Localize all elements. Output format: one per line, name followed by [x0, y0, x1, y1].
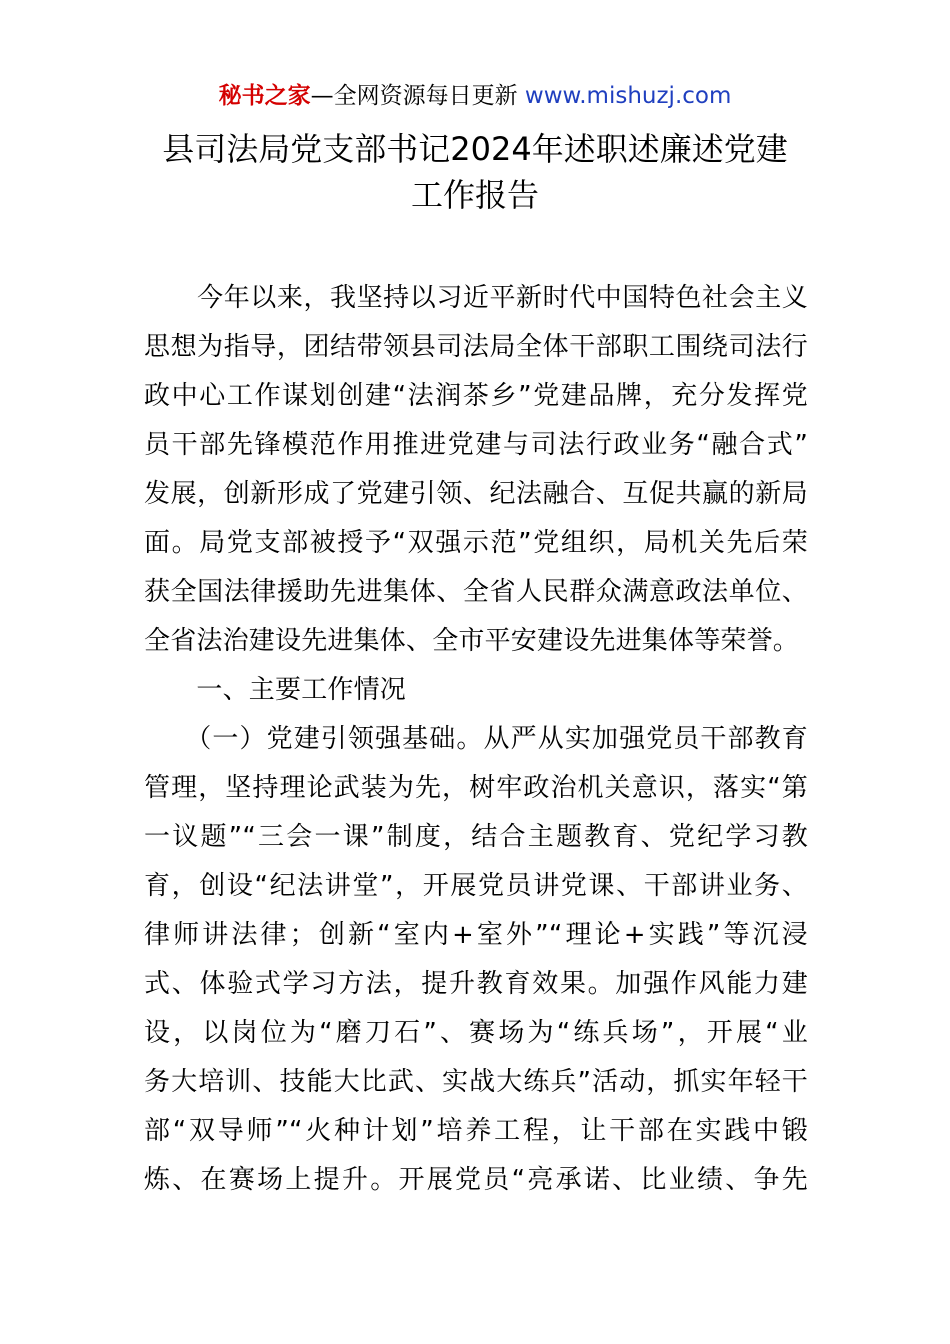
- body-line: （一）党建引领强基础。从严从实加强党员干部教育: [144, 724, 808, 754]
- site-tagline: —全网资源每日更新: [310, 83, 518, 109]
- body-line: 政中心工作谋划创建“法润茶乡”党建品牌，充分发挥党: [144, 381, 808, 411]
- body-line: 式、体验式学习方法，提升教育效果。加强作风能力建: [144, 969, 808, 999]
- document-title: [0, 126, 950, 218]
- body-line: 获全国法律援助先进集体、全省人民群众满意政法单位、: [144, 577, 808, 607]
- body-line: 管理，坚持理论武装为先，树牢政治机关意识，落实“第: [144, 773, 808, 803]
- body-line: 育，创设“纪法讲堂”，开展党员讲党课、干部讲业务、: [144, 871, 808, 901]
- body-line: 一议题”“三会一课”制度，结合主题教育、党纪学习教: [144, 822, 808, 852]
- site-header: [0, 80, 950, 112]
- body-line: 律师讲法律；创新“室内+室外”“理论+实践”等沉浸: [144, 920, 808, 950]
- title-line-2: 工作报告: [410, 176, 539, 214]
- body-line: 部“双导师”“火种计划”培养工程，让干部在实践中锻: [144, 1116, 808, 1146]
- body-line: 面。局党支部被授予“双强示范”党组织，局机关先后荣: [144, 528, 808, 558]
- body-line: 今年以来，我坚持以习近平新时代中国特色社会主义: [144, 283, 808, 313]
- body-line: 全省法治建设先进集体、全市平安建设先进集体等荣誉。: [144, 626, 800, 656]
- title-line-1: 县司法局党支部书记2024年述职述廉述党建: [162, 130, 788, 168]
- section-heading: 一、主要工作情况: [144, 675, 407, 705]
- body-line: 炼、在赛场上提升。开展党员“亮承诺、比业绩、争先: [144, 1165, 808, 1195]
- body-line: 务大培训、技能大比武、实战大练兵”活动，抓实年轻干: [144, 1067, 808, 1097]
- body-line: 发展，创新形成了党建引领、纪法融合、互促共赢的新局: [144, 479, 808, 509]
- document-body: [144, 274, 808, 1205]
- body-line: 设，以岗位为“磨刀石”、赛场为“练兵场”，开展“业: [144, 1018, 808, 1048]
- body-line: 员干部先锋模范作用推进党建与司法行政业务“融合式”: [144, 430, 808, 460]
- site-name: 秘书之家: [218, 83, 311, 109]
- body-line: 思想为指导，团结带领县司法局全体干部职工围绕司法行: [144, 332, 808, 362]
- site-url-link[interactable]: www.mishuzj.com: [524, 83, 732, 109]
